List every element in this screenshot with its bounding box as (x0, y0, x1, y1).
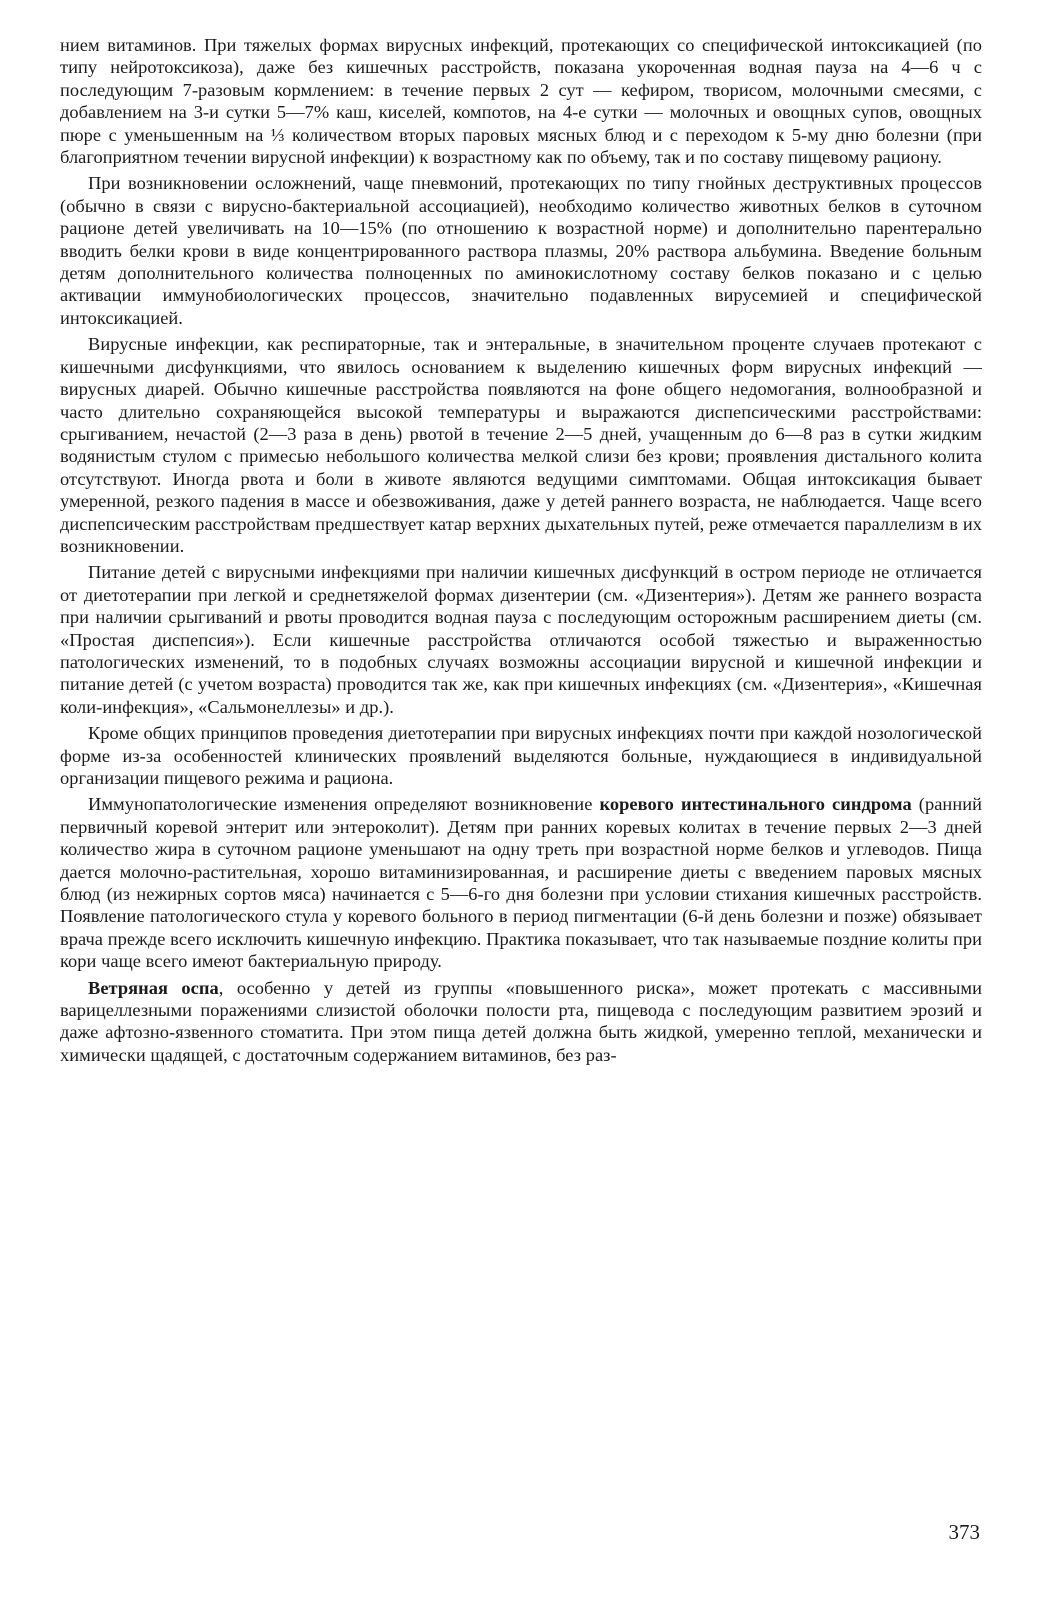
paragraph-7 (60, 977, 982, 1067)
paragraph-2-text: При возникновении осложнений, чаще пневмоний, протекающих по типу гнойных деструктивных процессов (обычно в связи с вирусно-бактериальной ассоциацией), необходимо количество животных белков в суточном рационе детей увеличивать на 10—15% (по отношению к возрастной норме) и дополнительно парентерально вводить белки крови в виде концентрированного раствора плазмы, 20% раствора альбумина. Введение больным детям дополнительного количества полноценных по аминокислотному составу белков показано и с целью активации иммунобиологических процессов, значительно подавленных вирусемией и специфической интоксикацией. (60, 173, 982, 328)
paragraph-3-text: Вирусные инфекции, как респираторные, так и энтеральные, в значительном проценте случаев протекают с кишечными дисфункциями, что явилось основанием к выделению кишечных форм вирусных инфекций — вирусных диарей. Обычно кишечные расстройства появляются на фоне общего недомогания, волнообразной и часто длительно сохраняющейся высокой температуры и выражаются диспепсическими расстройствами: срыгиванием, нечастой (2—3 раза в день) рвотой в течение 2—5 дней, учащенным до 6—8 раз в сутки жидким водянистым стулом с примесью небольшого количества мелкой слизи без крови; проявления дистального колита отсутствуют. Иногда рвота и боли в животе являются ведущими симптомами. Общая интоксикация бывает умеренной, резкого падения в массе и обезвоживания, даже у детей раннего возраста, не наблюдается. Чаще всего диспепсическим расстройствам предшествует катар верхних дыхательных путей, реже отмечается параллелизм в их возникновении. (60, 334, 982, 556)
paragraph-7-text: , особенно у детей из группы «повышенного риска», может протекать с массивными варицеллезными поражениями слизистой оболочки полости рта, пищевода с последующим развитием эрозий и даже афтозно-язвенного стоматита. При этом пища детей должна быть жидкой, умеренно теплой, механически и химически щадящей, с достаточным содержанием витаминов, без раз- (60, 977, 982, 1065)
page-body (60, 34, 982, 1070)
paragraph-6-text-a: Иммунопатологические изменения определяют возникновение (88, 794, 600, 815)
paragraph-1-text: нием витаминов. При тяжелых формах вирусных инфекций, протекающих со специфической интоксикацией (по типу нейротоксикоза), даже без кишечных расстройств, показана укороченная водная пауза на 4—6 ч с последующим 7-разовым кормлением: в течение первых 2 сут — кефиром, творисом, молочными смесями, с добавлением на 3-и сутки 5—7% каш, киселей, компотов, на 4-е сутки — молочных и овощных супов, овощных пюре с уменьшенным на ⅓ количеством вторых паровых мясных блюд и с переходом к 5-му дню болезни (при благоприятном течении вирусной инфекции) к возрастному как по объему, так и по составу пищевому рациону. (60, 35, 982, 168)
measles-syndrome-term: коревого интестинального синдрома (599, 794, 912, 815)
paragraph-5 (60, 722, 982, 789)
paragraph-1 (60, 34, 982, 168)
paragraph-5-text: Кроме общих принципов проведения диетотерапии при вирусных инфекциях почти при каждой нозологической форме из-за особенностей клинических проявлений выделяются больные, нуждающиеся в индивидуальной организации пищевого режима и рациона. (60, 723, 982, 788)
paragraph-4-text: Питание детей с вирусными инфекциями при наличии кишечных дисфункций в остром периоде не отличается от диетотерапии при легкой и среднетяжелой формах дизентерии (см. «Дизентерия»). Детям же раннего возраста при наличии срыгиваний и рвоты проводится водная пауза с последующим осторожным расширением диеты (см. «Простая диспепсия»). Если кишечные расстройства отличаются особой тяжестью и выраженностью патологических изменений, то в подобных случаях возможны ассоциации вирусной и кишечной инфекции и питание детей (с учетом возраста) проводится так же, как при кишечных инфекциях (см. «Дизентерия», «Кишечная коли-инфекция», «Сальмонеллезы» и др.). (60, 562, 982, 717)
paragraph-4 (60, 561, 982, 718)
paragraph-6 (60, 793, 982, 972)
paragraph-6-text-b: (ранний первичный коревой энтерит или энтероколит). Детям при ранних коревых колитах в течение первых 2—3 дней количество жира в суточном рационе уменьшают на одну треть при возрастной норме белков и углеводов. Пища дается молочно-растительная, хорошо витаминизированная, и расширение диеты с введением паровых мясных блюд (из нежирных сортов мяса) начинается с 5—6-го дня болезни при условии стихания кишечных расстройств. Появление патологического стула у коревого больного в период пигментации (6-й день болезни и позже) обязывает врача прежде всего исключить кишечную инфекцию. Практика показывает, что так называемые поздние колиты при кори чаще всего имеют бактериальную природу. (60, 794, 982, 972)
chickenpox-term: Ветряная оспа (88, 977, 219, 998)
paragraph-2 (60, 172, 982, 329)
paragraph-3 (60, 333, 982, 557)
page-number: 373 (948, 1520, 980, 1544)
